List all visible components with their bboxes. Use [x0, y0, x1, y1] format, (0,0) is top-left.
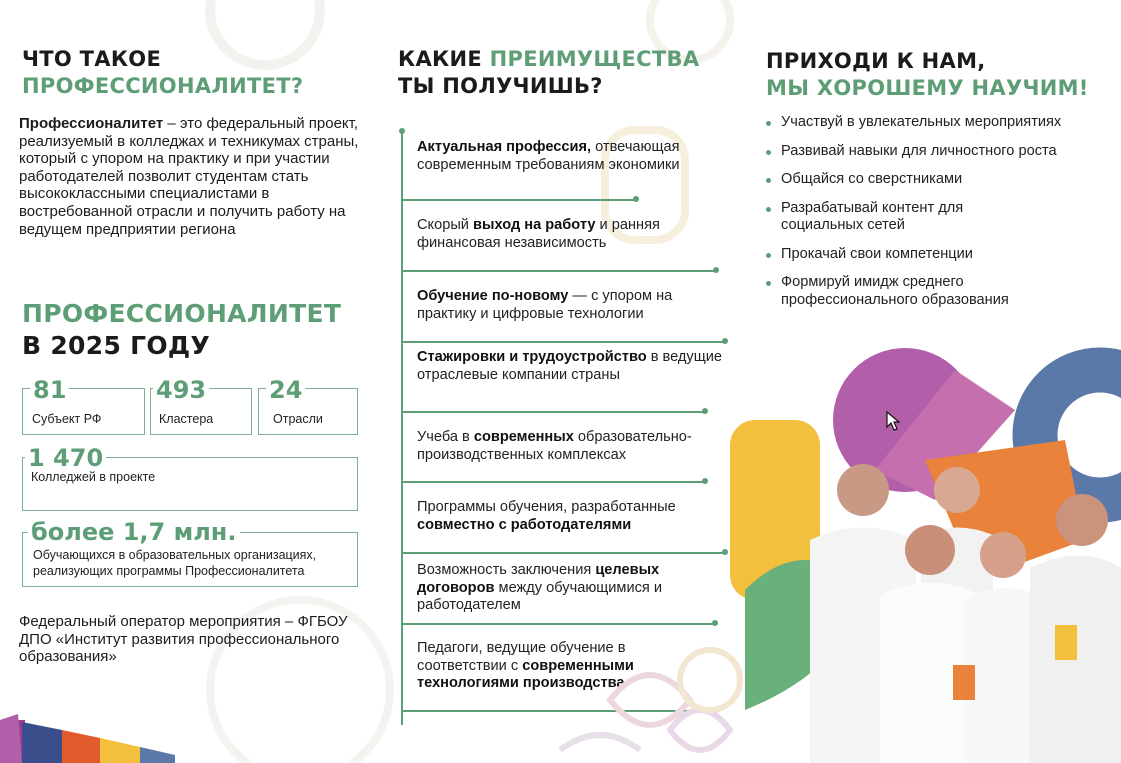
stat-label-industries: Отрасли — [273, 412, 323, 426]
timeline-dot — [702, 478, 708, 484]
timeline-separator — [402, 552, 725, 554]
timeline-dot — [713, 267, 719, 273]
join-heading-line: ПРИХОДИ К НАМ, — [766, 49, 986, 73]
timeline-separator — [402, 199, 635, 201]
benefit-item — [417, 349, 727, 384]
benefit-text: — с упором на практику и цифровые технологии — [417, 288, 673, 322]
stat-label-colleges: Колледжей в проекте — [31, 470, 156, 484]
benefits-heading — [398, 46, 738, 100]
benefit-bold: Стажировки и трудоустройство — [417, 349, 647, 365]
year-heading-line: В 2025 ГОДУ — [22, 331, 211, 360]
benefit-text: в ведущие отраслевые компании страны — [417, 349, 723, 383]
bullet-item: Формируй имидж среднего профессионального образования — [766, 274, 1081, 309]
stat-value-colleges: 1 470 — [25, 445, 106, 471]
benefit-text: образовательно-производственных комплексах — [417, 429, 692, 463]
benefit-item — [417, 499, 727, 534]
year-heading-accent: ПРОФЕССИОНАЛИТЕТ — [22, 299, 342, 328]
benefit-bold: современных — [473, 429, 574, 445]
benefit-text: и ранняя финансовая независимость — [417, 217, 660, 251]
timeline-separator — [402, 481, 705, 483]
stat-value-clusters: 493 — [153, 377, 209, 403]
bullet-item: Развивай навыки для личностного роста — [766, 143, 1116, 161]
color-stripes-decoration — [0, 700, 200, 763]
benefits-heading-line: ТЫ ПОЛУЧИШЬ? — [398, 74, 603, 98]
operator-text: Федеральный оператор мероприятия – ФГБОУ ДПО «Институт развития профессионального образования» — [19, 613, 348, 666]
timeline-dot — [702, 408, 708, 414]
benefit-item — [417, 429, 737, 464]
people-silhouettes — [810, 464, 1121, 763]
bullet-item: Общайся со сверстниками — [766, 171, 1116, 189]
students-photo-illustration — [725, 340, 1121, 763]
benefit-text: отвечающая современным требованиям экономики — [417, 139, 680, 173]
benefit-bold: совместно с работодателями — [417, 516, 632, 533]
what-is-heading — [22, 46, 382, 100]
benefit-text: Учеба в — [417, 429, 474, 445]
bullet-item: Разрабатывай контент для социальных сетей — [766, 200, 981, 235]
benefit-bold: целевых договоров — [417, 562, 660, 596]
stat-value-industries: 24 — [266, 377, 305, 403]
stat-label-regions: Субъект РФ — [32, 412, 102, 426]
heading-line: ЧТО ТАКОЕ — [22, 47, 162, 71]
timeline-separator — [402, 411, 705, 413]
join-heading-accent: МЫ ХОРОШЕМУ НАУЧИМ! — [766, 76, 1089, 100]
timeline-dot — [399, 128, 405, 134]
benefit-text: Педагоги, ведущие обучение в соответствии с — [417, 640, 626, 674]
benefits-heading-part: КАКИЕ — [398, 47, 490, 71]
heading-line-accent: ПРОФЕССИОНАЛИТЕТ? — [22, 74, 304, 98]
timeline-separator — [402, 623, 715, 625]
timeline-separator — [402, 341, 725, 343]
benefit-item — [417, 139, 727, 174]
benefit-text: между обучающимися и работодателем — [417, 579, 663, 614]
benefit-bold: Актуальная профессия, — [417, 139, 592, 155]
benefit-item — [417, 217, 727, 252]
mouse-cursor-icon — [886, 411, 902, 433]
year-heading — [22, 298, 341, 362]
stat-label-clusters: Кластера — [159, 412, 214, 426]
stat-value-students: более 1,7 млн. — [28, 519, 240, 545]
benefit-bold: выход на работу — [473, 217, 596, 233]
benefit-text: Возможность заключения — [417, 562, 596, 578]
benefit-text: Скорый — [417, 217, 474, 233]
bullet-item: Прокачай свои компетенции — [766, 246, 1116, 264]
stat-label-students: Обучающихся в образовательных организациях, реализующих программы Профессионалитета — [33, 548, 317, 578]
leaf-outline-decoration — [550, 640, 750, 763]
join-heading — [766, 48, 1116, 102]
benefit-item — [417, 562, 717, 615]
stat-value-regions: 81 — [30, 377, 69, 403]
timeline-line — [401, 130, 403, 725]
timeline-dot — [633, 196, 639, 202]
intro-paragraph — [19, 115, 384, 238]
timeline-dot — [712, 620, 718, 626]
benefits-heading-accent: ПРЕИМУЩЕСТВА — [489, 47, 700, 71]
benefits-bullet-list — [766, 114, 1116, 320]
timeline-separator — [402, 270, 715, 272]
intro-term: Профессионалитет — [19, 115, 164, 132]
intro-text: – это федеральный проект, реализуемый в колледжах и техникумах страны, который с упором на практику и при участии работодателей позволит студентам стать высококлассными специалистами в востребованной отрасли и получить работу на ведущем предприятии региона — [19, 115, 359, 238]
benefit-bold: современными технологиями производства — [417, 657, 634, 692]
benefit-text: Программы обучения, разработанные — [417, 499, 676, 515]
bullet-item: Участвуй в увлекательных мероприятиях — [766, 114, 1116, 132]
benefit-bold: Обучение по-новому — [417, 288, 569, 304]
benefit-item — [417, 288, 727, 323]
